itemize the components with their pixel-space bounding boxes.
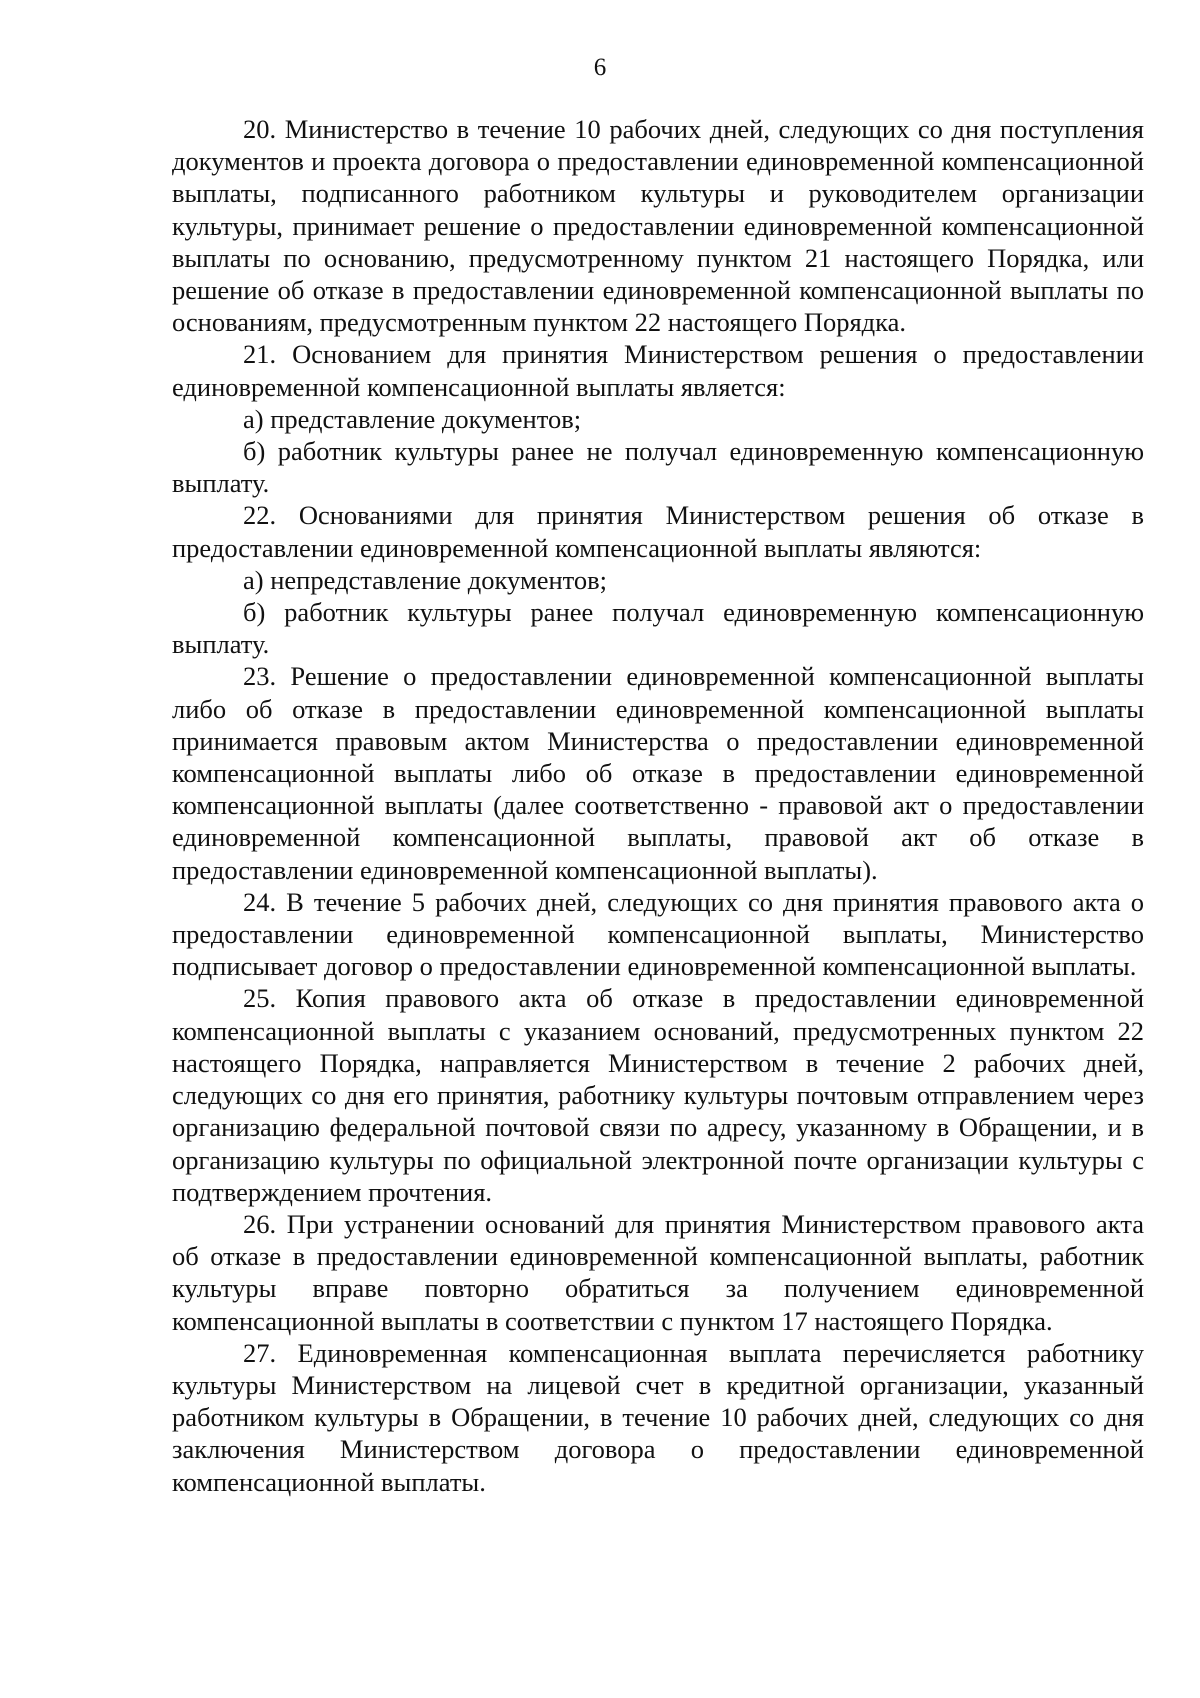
paragraph-23: 23. Решение о предоставлении единовременной компенсационной выплаты либо об отказе в предоставлении единовременной компенсационной выплаты принимается правовым актом Министерства о предоставлении единовременной компенсационной выплаты либо об отказе в предоставлении единовременной компенсационной выплаты (далее соответственно - правовой акт о предоставлении единовременной компенсационной выплаты, правовой акт об отказе в предоставлении единовременной компенсационной выплаты). <box>172 661 1144 885</box>
document-body <box>172 113 1144 1498</box>
paragraph-22-item-a: а) непредставление документов; <box>243 564 608 595</box>
paragraph-26: 26. При устранении оснований для принятия Министерством правового акта об отказе в предоставлении единовременной компенсационной выплаты, работник культуры вправе повторно обратиться за получением единовременной компенсационной выплаты в соответствии с пунктом 17 настоящего Порядка. <box>172 1208 1144 1336</box>
paragraph-27: 27. Единовременная компенсационная выплата перечисляется работнику культуры Министерством на лицевой счет в кредитной организации, указанный работником культуры в Обращении, в течение 10 рабочих дней, следующих со дня заключения Министерством договора о предоставлении единовременной компенсационной выплаты. <box>172 1337 1144 1497</box>
paragraph-22-item-b: б) работник культуры ранее получал единовременную компенсационную выплату. <box>172 597 1144 660</box>
paragraph-25: 25. Копия правового акта об отказе в предоставлении единовременной компенсационной выплаты с указанием оснований, предусмотренных пунктом 22 настоящего Порядка, направляется Министерством в течение 2 рабочих дней, следующих со дня его принятия, работнику культуры почтовым отправлением через организацию федеральной почтовой связи по адресу, указанному в Обращении, и в организацию культуры по официальной электронной почте организации культуры с подтверждением прочтения. <box>172 983 1144 1207</box>
page-number: 6 <box>593 54 607 81</box>
paragraph-22: 22. Основаниями для принятия Министерством решения об отказе в предоставлении единовременной компенсационной выплаты являются: <box>172 500 1144 563</box>
paragraph-20: 20. Министерство в течение 10 рабочих дней, следующих со дня поступления документов и проекта договора о предоставлении единовременной компенсационной выплаты, подписанного работником культуры и руководителем организации культуры, принимает решение о предоставлении единовременной компенсационной выплаты по основанию, предусмотренному пунктом 21 настоящего Порядка, или решение об отказе в предоставлении единовременной компенсационной выплаты по основаниям, предусмотренным пунктом 22 настоящего Порядка. <box>172 114 1144 338</box>
paragraph-21: 21. Основанием для принятия Министерством решения о предоставлении единовременной компенсационной выплаты является: <box>172 339 1144 402</box>
paragraph-21-item-a: а) представление документов; <box>243 403 582 434</box>
paragraph-24: 24. В течение 5 рабочих дней, следующих со дня принятия правового акта о предоставлении единовременной компенсационной выплаты, Министерство подписывает договор о предоставлении единовременной компенсационной выплаты. <box>172 886 1144 982</box>
paragraph-21-item-b: б) работник культуры ранее не получал единовременную компенсационную выплату. <box>172 436 1144 499</box>
